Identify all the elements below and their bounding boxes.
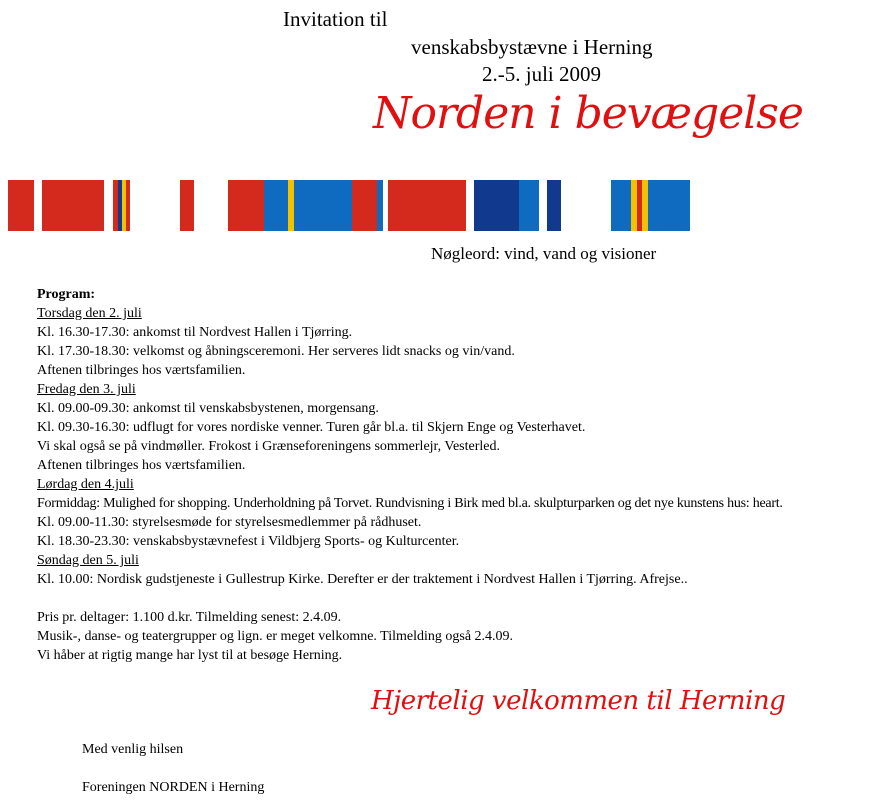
header-line-2: venskabsbystævne i Herning <box>411 35 653 59</box>
header-line-3: 2.-5. juli 2009 <box>482 62 601 86</box>
program-section <box>37 285 783 665</box>
program-line: Aftenen tilbringes hos værtsfamilien. <box>37 458 246 473</box>
flag-segment <box>180 180 194 231</box>
flag-segment <box>474 180 519 231</box>
spacer <box>37 589 783 608</box>
event-title: Norden i bevægelse <box>373 88 803 139</box>
info-line: Musik-, danse- og teatergrupper og lign. er meget velkomne. Tilmelding også 2.4.09. <box>37 629 514 644</box>
flag-segment <box>388 180 438 231</box>
day-heading: Fredag den 3. juli <box>37 382 136 397</box>
program-line: Kl. 09.00-11.30: styrelsesmøde for styrelsesmedlemmer på rådhuset. <box>37 515 422 530</box>
flag-segment <box>228 180 264 231</box>
flag-segment <box>302 180 352 231</box>
program-line: Vi skal også se på vindmøller. Frokost i Grænseforeningens sommerlejr, Vesterled. <box>37 439 500 454</box>
program-line: Formiddag: Mulighed for shopping. Underholdning på Torvet. Rundvisning i Birk med bl.a. skulpturparken og det nye kunstens hus: heart. <box>37 496 783 511</box>
header-line-1: Invitation til <box>283 7 388 31</box>
program-line: Kl. 16.30-17.30: ankomst til Nordvest Hallen i Tjørring. <box>37 325 353 340</box>
welcome-message: Hjertelig velkommen til Herning <box>371 686 786 716</box>
day-heading: Søndag den 5. juli <box>37 553 139 568</box>
program-line: Kl. 09.30-16.30: udflugt for vores nordiske venner. Turen går bl.a. til Skjern Enge og Vesterhavet. <box>37 420 586 435</box>
program-line: Kl. 09.00-09.30: ankomst til venskabsbystenen, morgensang. <box>37 401 379 416</box>
info-line: Vi håber at rigtig mange har lyst til at besøge Herning. <box>37 648 343 663</box>
signoff-greeting: Med venlig hilsen <box>82 742 184 757</box>
program-line: Kl. 18.30-23.30: venskabsbystævnefest i Vildbjerg Sports- og Kulturcenter. <box>37 534 460 549</box>
program-line: Kl. 17.30-18.30: velkomst og åbningsceremoni. Her serveres lidt snacks og vin/vand. <box>37 344 515 359</box>
program-heading: Program: <box>37 287 96 302</box>
flag-segment <box>126 180 130 231</box>
flag-segment <box>264 180 288 231</box>
flag-segment <box>648 180 690 231</box>
flag-segment <box>8 180 34 231</box>
program-line: Aftenen tilbringes hos værtsfamilien. <box>37 363 246 378</box>
flag-segment <box>438 180 466 231</box>
flag-segment <box>547 180 561 231</box>
flag-segment <box>294 180 302 231</box>
signoff-organization: Foreningen NORDEN i Herning <box>82 780 265 795</box>
flag-segment <box>377 180 383 231</box>
day-heading: Torsdag den 2. juli <box>37 306 142 321</box>
flag-segment <box>519 180 539 231</box>
day-heading: Lørdag den 4.juli <box>37 477 134 492</box>
info-line: Pris pr. deltager: 1.100 d.kr. Tilmelding senest: 2.4.09. <box>37 610 342 625</box>
flag-segment <box>42 180 104 231</box>
tagline: Nøgleord: vind, vand og visioner <box>431 244 657 263</box>
flag-segment <box>611 180 631 231</box>
flag-segment <box>352 180 377 231</box>
program-line: Kl. 10.00: Nordisk gudstjeneste i Gullestrup Kirke. Derefter er der traktement i Nordvest Hallen i Tjørring. Afrejse.. <box>37 572 688 587</box>
